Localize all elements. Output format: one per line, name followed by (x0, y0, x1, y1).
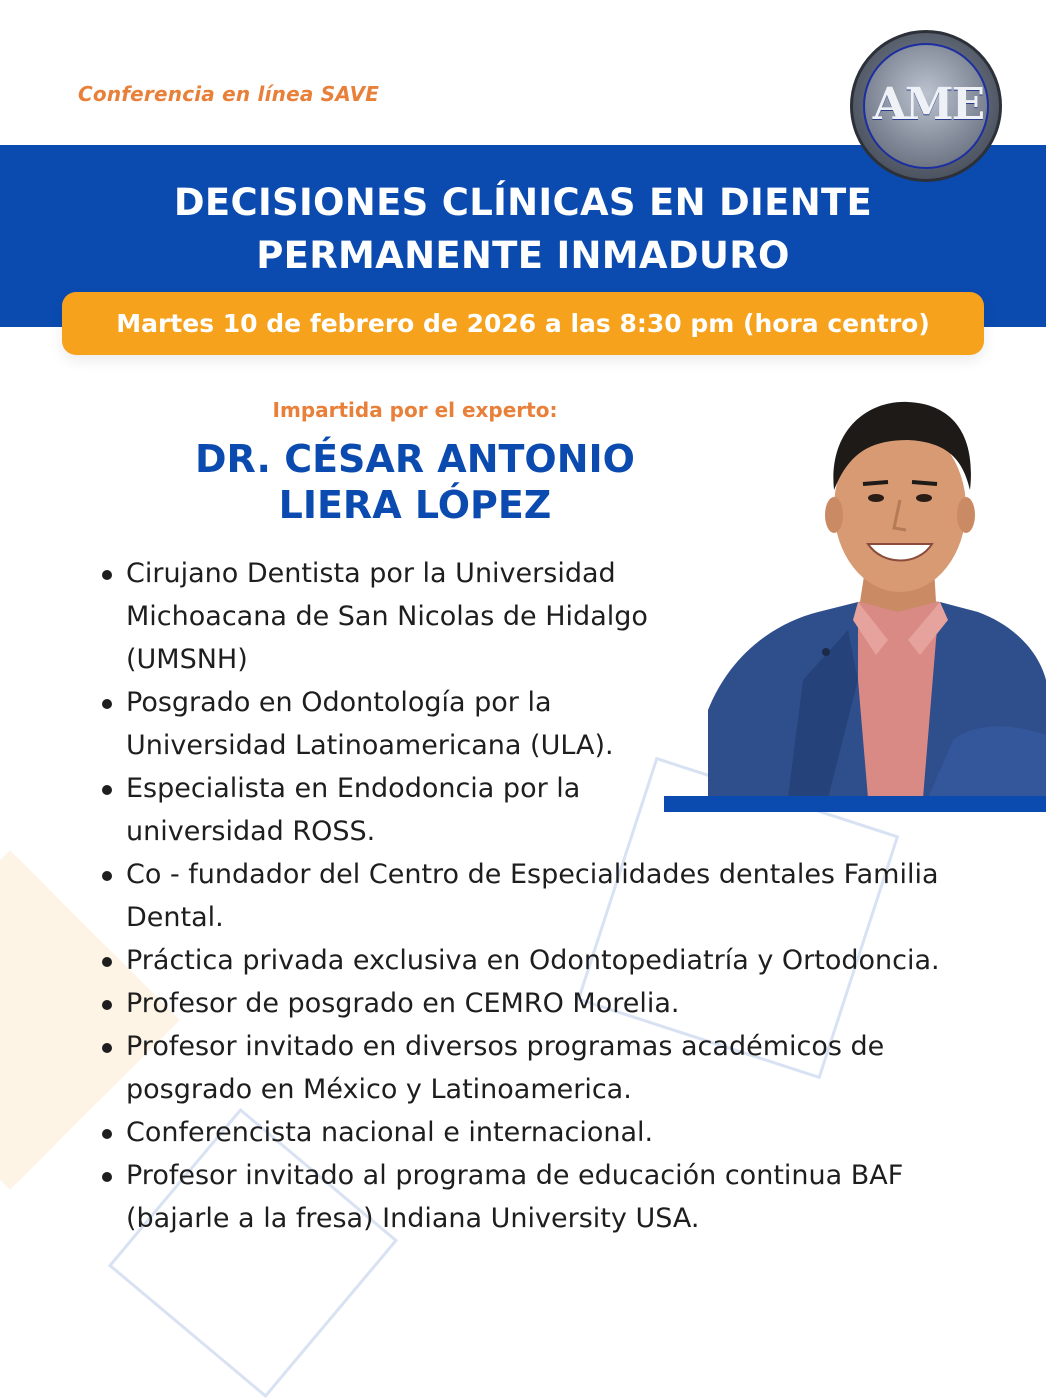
event-kicker: Conferencia en línea SAVE (78, 82, 380, 106)
logo-ring (863, 43, 989, 169)
list-item: Posgrado en Odontología por la Universidad Latinoamericana (ULA). (100, 681, 686, 767)
presenter-bio-list (100, 552, 1000, 1240)
list-item: Profesor invitado en diversos programas académicos de posgrado en México y Latinoamerica. (100, 1025, 1000, 1111)
list-item: Co - fundador del Centro de Especialidades dentales Familia Dental. (100, 853, 1000, 939)
presenter-name-line-2: LIERA LÓPEZ (278, 483, 552, 527)
ame-logo (850, 30, 1002, 182)
presenter-name (150, 436, 680, 528)
list-item: Profesor de posgrado en CEMRO Morelia. (100, 982, 1000, 1025)
event-date: Martes 10 de febrero de 2026 a las 8:30 pm (hora centro) (116, 309, 930, 338)
event-title-line-1: DECISIONES CLÍNICAS EN DIENTE (173, 181, 873, 224)
event-title-line-2: PERMANENTE INMADURO (256, 234, 790, 277)
logo-lettering: AME (872, 79, 984, 130)
event-date-pill (62, 292, 984, 355)
list-item: Práctica privada exclusiva en Odontopediatría y Ortodoncia. (100, 939, 1000, 982)
presenter-intro: Impartida por el experto: (272, 398, 558, 422)
list-item: Profesor invitado al programa de educación continua BAF (bajarle a la fresa) Indiana University USA. (100, 1154, 1000, 1240)
presenter-name-line-1: DR. CÉSAR ANTONIO (195, 437, 635, 481)
list-item: Conferencista nacional e internacional. (100, 1111, 1000, 1154)
list-item: Especialista en Endodoncia por la universidad ROSS. (100, 767, 686, 853)
list-item: Cirujano Dentista por la Universidad Michoacana de San Nicolas de Hidalgo (UMSNH) (100, 552, 686, 681)
event-title (0, 176, 1046, 282)
